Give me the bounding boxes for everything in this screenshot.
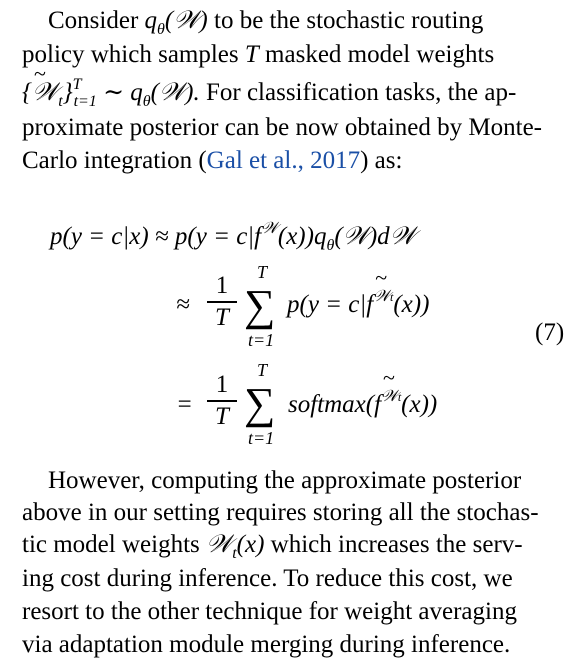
fraction-1-over-T: 1 T bbox=[207, 372, 237, 430]
text-run: to be the stochastic routing bbox=[214, 7, 484, 34]
text-run: proximate posterior can be now obtained by Monte- bbox=[22, 114, 542, 141]
text-run: above in our setting requires storing all the stochas- bbox=[22, 499, 539, 526]
paragraph-line bbox=[22, 113, 542, 143]
text-run: ) as: bbox=[360, 147, 403, 174]
paragraph-line bbox=[22, 530, 523, 563]
paragraph-line bbox=[22, 630, 510, 660]
sum-symbol: ∑ bbox=[244, 281, 276, 330]
text-run: which increases the serv- bbox=[270, 531, 523, 558]
math-Wt: 𝒲$_t$(x) bbox=[206, 531, 265, 562]
equals-symbol: = bbox=[176, 391, 193, 418]
paragraph-line bbox=[22, 564, 513, 594]
sum-upper: T bbox=[257, 360, 268, 380]
equation-number: (7) bbox=[535, 319, 565, 346]
text-run: However, computing the approximate posterior bbox=[48, 467, 522, 494]
sum-upper: T bbox=[257, 262, 268, 282]
text-run: Consider bbox=[48, 7, 139, 34]
equation-line-1: $p(y = c|x) \approx p(y = c|f^𝒲(x))q_\theta(𝒲)d𝒲$ bbox=[50, 220, 416, 254]
paragraph-line bbox=[22, 146, 402, 176]
paragraph-line bbox=[22, 40, 494, 70]
fraction-1-over-T: 1 T bbox=[207, 273, 237, 331]
text-run: For classification tasks, the ap- bbox=[205, 79, 517, 106]
math-q: $q_\theta(𝒲)$ bbox=[144, 7, 208, 38]
paragraph-line bbox=[48, 6, 483, 39]
text-run: tic model weights bbox=[22, 531, 200, 558]
text-run: ing cost during inference. To reduce this cost, we bbox=[22, 565, 513, 592]
sum-lower: t=1 bbox=[248, 428, 275, 448]
paragraph-line bbox=[22, 597, 517, 627]
equation-line-2: p(y = c|f~ $^{𝒲t}$(x)) bbox=[287, 290, 429, 323]
paragraph-line bbox=[22, 78, 516, 111]
paragraph-line bbox=[48, 466, 521, 496]
sum-symbol: ∑ bbox=[244, 379, 276, 428]
text-run: via adaptation module merging during inference. bbox=[22, 631, 511, 658]
paragraph-line bbox=[22, 498, 539, 528]
citation-link[interactable]: Gal et al., 2017 bbox=[206, 147, 361, 174]
equation-line-3: softmax(f~ $^{𝒲t}$(x)) bbox=[288, 390, 437, 423]
text-run: resort to the other technique for weight averaging bbox=[22, 598, 517, 625]
approx-symbol: ≈ bbox=[176, 291, 190, 318]
math-set: {~ 𝒲$_t$}$^T_{t=1}$ ∼ $q_\theta(𝒲)$. bbox=[22, 79, 200, 106]
text-run: Carlo integration ( bbox=[22, 147, 207, 174]
math-T: T bbox=[244, 41, 259, 68]
text-run: masked model weights bbox=[265, 41, 495, 68]
sum-lower: t=1 bbox=[248, 330, 275, 350]
text-run: policy which samples bbox=[22, 41, 239, 68]
